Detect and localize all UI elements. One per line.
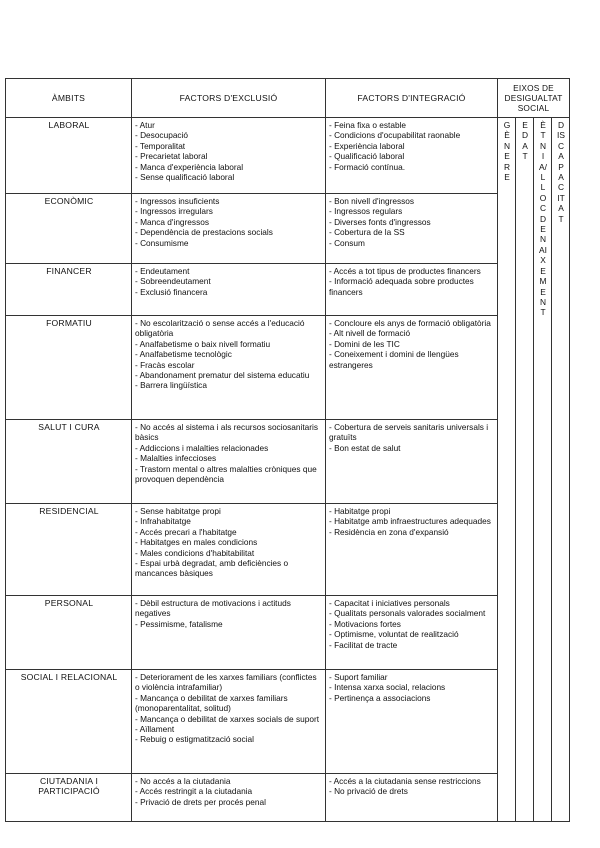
- list-item: - Formació contínua.: [329, 161, 406, 172]
- axis-genere-label: GÈNERE: [503, 120, 511, 183]
- factors-exclusio-cell: [132, 774, 326, 822]
- ambit-label: ECONÒMIC: [44, 196, 94, 206]
- table-body: [6, 118, 570, 822]
- header-factors-exclusio: FACTORS D'EXCLUSIÓ: [132, 79, 326, 118]
- list-item: - Qualificació laboral: [329, 151, 405, 162]
- list-item: - Privació de drets per procés penal: [135, 796, 266, 807]
- header-eixos-line-3: SOCIAL: [517, 103, 550, 113]
- list-item: - Cobertura de serveis sanitaris universals i gratuïts: [329, 422, 489, 443]
- list-item: - Motivacions fortes: [329, 618, 401, 629]
- header-eixos-line-2: DESIGUALTAT: [504, 93, 563, 103]
- list-item: - Facilitat de tracte: [329, 639, 398, 650]
- list-item: - Capacitat i iniciatives personals: [329, 598, 450, 608]
- axis-etnia-cell: [534, 118, 552, 822]
- ambit-label: FORMATIU: [46, 318, 92, 328]
- ambit-cell: [6, 264, 132, 316]
- factors-exclusio-cell: [132, 264, 326, 316]
- list-item: - Analfabetisme o baix nivell formatiu: [135, 338, 271, 349]
- header-factors-integracio: FACTORS D'INTEGRACIÓ: [326, 79, 498, 118]
- list-item: - Pertinença a associacions: [329, 692, 431, 703]
- table-row: [6, 194, 570, 264]
- list-item: - No privació de drets: [329, 786, 408, 797]
- ambit-label: RESIDENCIAL: [39, 506, 99, 516]
- list-item: - Barrera lingüística: [135, 380, 207, 391]
- list-item: - Residència en zona d'expansió: [329, 526, 449, 537]
- factors-exclusio-cell: [132, 670, 326, 774]
- table-row: [6, 118, 570, 194]
- list-item: - Addiccions i malalties relacionades: [135, 442, 269, 453]
- factors-integracio-cell: [326, 194, 498, 264]
- table-row: [6, 774, 570, 822]
- ambit-label: PERSONAL: [44, 598, 94, 608]
- list-item: - Ingressos insuficients: [135, 196, 220, 206]
- list-item: - Analfabetisme tecnològic: [135, 349, 232, 360]
- table-row: [6, 504, 570, 596]
- factors-integracio-cell: [326, 504, 498, 596]
- axis-edat-cell: [516, 118, 534, 822]
- list-item: - Mancança o debilitat de xarxes familiars (monoparentalitat, solitud): [135, 692, 288, 714]
- list-item: - Alt nivell de formació: [329, 328, 411, 339]
- ambit-cell: [6, 774, 132, 822]
- list-item: - Fracàs escolar: [135, 359, 195, 370]
- list-item: - Habitatge amb infraestructures adequades: [329, 516, 491, 527]
- factors-integracio-cell: [326, 420, 498, 504]
- ambit-cell: [6, 420, 132, 504]
- table-row: [6, 264, 570, 316]
- list-item: - No escolarització o sense accés a l'educació obligatòria: [135, 318, 305, 339]
- axis-etnia-label: ÈTNIA/LLOC DE NAIXEMENT: [539, 120, 547, 318]
- exclusion-factors-table: [5, 78, 570, 822]
- list-item: - Bon estat de salut: [329, 442, 401, 453]
- ambit-cell: [6, 670, 132, 774]
- ambit-label: CIUTADANIA I: [39, 776, 99, 786]
- list-item: - Sense habitatge propi: [135, 506, 221, 516]
- list-item: - Coneixement i domini de llengües estrangeres: [329, 349, 459, 370]
- list-item: - Malalties infeccioses: [135, 453, 217, 464]
- factors-exclusio-cell: [132, 194, 326, 264]
- factors-exclusio-cell: [132, 420, 326, 504]
- ambit-label: PARTICIPACIÓ: [38, 786, 100, 797]
- list-item: - Manca d'experiència laboral: [135, 161, 244, 172]
- factors-integracio-cell: [326, 118, 498, 194]
- factors-integracio-cell: [326, 774, 498, 822]
- axis-genere-cell: [498, 118, 516, 822]
- list-item: - Ingressos irregulars: [135, 206, 213, 217]
- header-eixos-line-1: EIXOS DE: [513, 83, 554, 93]
- list-item: - Optimisme, voluntat de realització: [329, 629, 459, 640]
- factors-integracio-cell: [326, 316, 498, 420]
- factors-integracio-cell: [326, 264, 498, 316]
- list-item: - Accés restringit a la ciutadania: [135, 786, 253, 797]
- list-item: - Domini de les TIC: [329, 338, 400, 349]
- list-item: - Deteriorament de les xarxes familiars (conflictes o violència intrafamiliar): [135, 672, 317, 693]
- list-item: - Manca d'ingressos: [135, 216, 209, 227]
- list-item: - Dependència de prestacions socials: [135, 227, 273, 238]
- ambit-cell: [6, 316, 132, 420]
- table-row: [6, 420, 570, 504]
- list-item: - Consumisme: [135, 237, 189, 248]
- list-item: - Consum: [329, 237, 365, 248]
- ambit-label: LABORAL: [48, 120, 90, 130]
- list-item: - Concloure els anys de formació obligatòria: [329, 318, 491, 328]
- table-row: [6, 316, 570, 420]
- list-item: - Condicions d'ocupabilitat raonable: [329, 130, 461, 141]
- list-item: - Males condicions d'habitabilitat: [135, 547, 255, 558]
- factors-exclusio-cell: [132, 596, 326, 670]
- list-item: - Abandonament prematur del sistema educatiu: [135, 370, 310, 381]
- list-item: - Feina fixa o estable: [329, 120, 407, 130]
- list-item: - Dèbil estructura de motivacions i actituds negatives: [135, 598, 291, 619]
- axis-discapacitat-cell: [552, 118, 570, 822]
- list-item: - Precarietat laboral: [135, 151, 208, 162]
- axis-edat-label: EDAT: [521, 120, 529, 162]
- list-item: - Habitatge propi: [329, 506, 391, 516]
- header-ambits: ÀMBITS: [6, 79, 132, 118]
- ambit-label: SOCIAL I RELACIONAL: [20, 672, 118, 682]
- list-item: - Sense qualificació laboral: [135, 172, 235, 183]
- factors-integracio-cell: [326, 670, 498, 774]
- table-row: [6, 596, 570, 670]
- factors-exclusio-cell: [132, 316, 326, 420]
- factors-integracio-cell: [326, 596, 498, 670]
- list-item: - Rebuig o estigmatització social: [135, 734, 254, 745]
- list-item: - No accés al sistema i als recursos sociosanitaris bàsics: [135, 422, 319, 443]
- ambit-cell: [6, 596, 132, 670]
- list-item: - Exclusió financera: [135, 286, 208, 297]
- list-item: - Intensa xarxa social, relacions: [329, 682, 446, 693]
- table-row: [6, 670, 570, 774]
- factors-exclusio-cell: [132, 504, 326, 596]
- list-item: - Bon nivell d'ingressos: [329, 196, 415, 206]
- list-item: - Ingressos regulars: [329, 206, 403, 217]
- list-item: - Pessimisme, fatalisme: [135, 618, 223, 629]
- list-item: - Infrahabitatge: [135, 516, 191, 527]
- list-item: - Espai urbà degradat, amb deficiències o mancances bàsiques: [135, 558, 289, 579]
- list-item: - Qualitats personals valorades socialment: [329, 608, 486, 619]
- ambit-cell: [6, 194, 132, 264]
- ambit-label: FINANCER: [46, 266, 92, 276]
- factors-exclusio-cell: [132, 118, 326, 194]
- header-eixos-desigualtat: [498, 79, 570, 118]
- list-item: - Mancança o debilitat de xarxes socials de suport: [135, 713, 320, 724]
- list-item: - Sobreendeutament: [135, 276, 211, 287]
- list-item: - Informació adequada sobre productes financers: [329, 276, 474, 297]
- list-item: - Suport familiar: [329, 672, 388, 682]
- list-item: - No accés a la ciutadania: [135, 776, 231, 786]
- axis-discapacitat-label: DISCAPACITAT: [557, 120, 565, 224]
- ambit-label: SALUT I CURA: [38, 422, 100, 432]
- ambit-cell: [6, 504, 132, 596]
- list-item: - Experiència laboral: [329, 140, 405, 151]
- list-item: - Diverses fonts d'ingressos: [329, 216, 431, 227]
- list-item: - Trastorn mental o altres malalties cròniques que provoquen dependència: [135, 463, 317, 485]
- list-item: - Accés a la ciutadania sense restriccions: [329, 776, 481, 786]
- list-item: - Cobertura de la SS: [329, 227, 405, 238]
- list-item: - Atur: [135, 120, 155, 130]
- list-item: - Accés precari a l'habitatge: [135, 526, 237, 537]
- list-item: - Aïllament: [135, 724, 175, 735]
- list-item: - Endeutament: [135, 266, 190, 276]
- list-item: - Accés a tot tipus de productes financers: [329, 266, 481, 276]
- list-item: - Desocupació: [135, 130, 189, 141]
- list-item: - Habitatges en males condicions: [135, 537, 258, 548]
- ambit-cell: [6, 118, 132, 194]
- list-item: - Temporalitat: [135, 140, 186, 151]
